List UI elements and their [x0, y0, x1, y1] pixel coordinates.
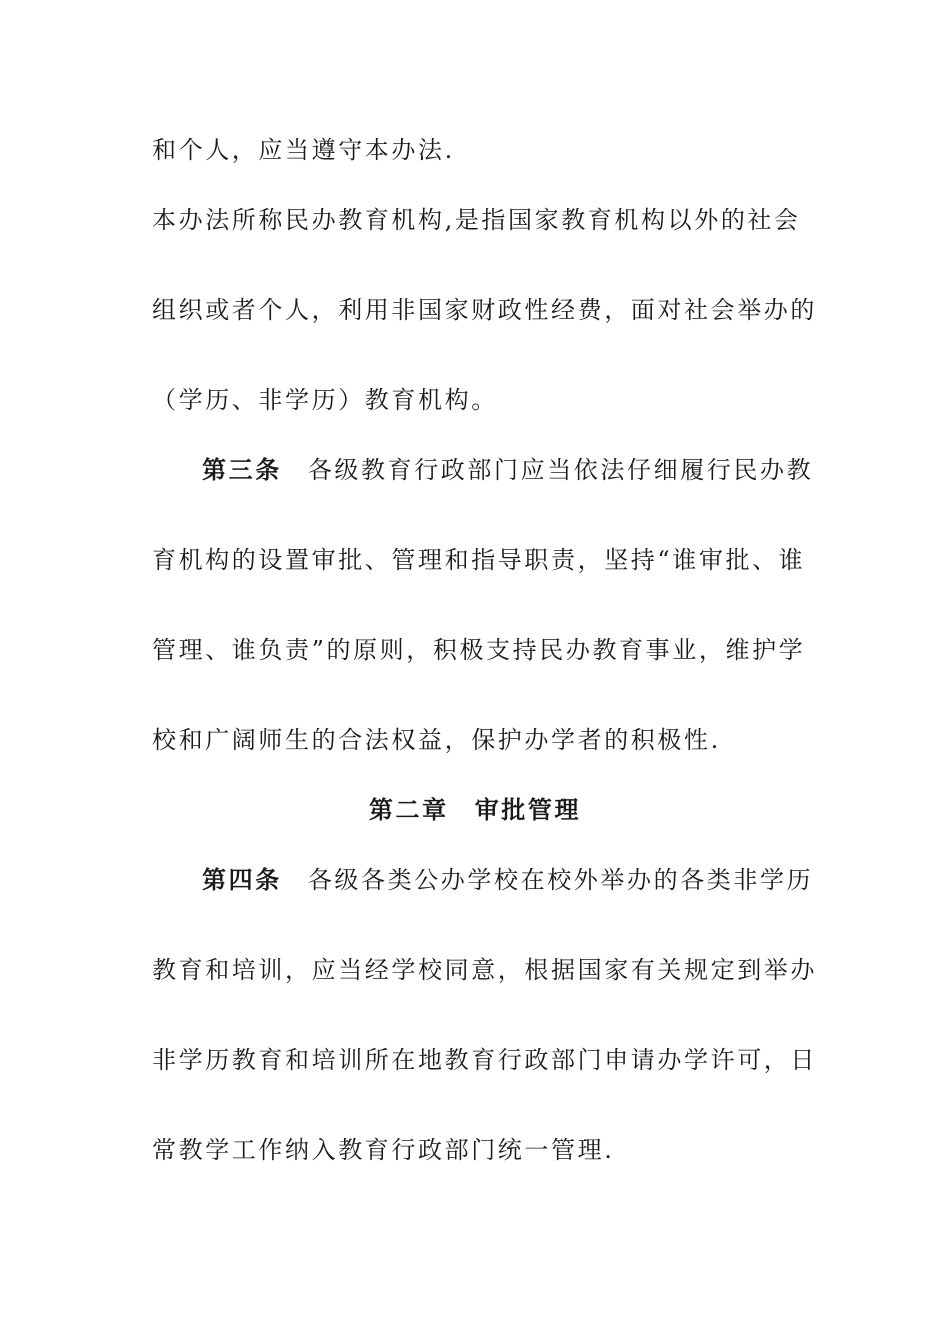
article-3-line-3: 管理、谁负责”的原则，积极支持民办教育事业，维护学: [152, 636, 806, 664]
article-3-text: 各级教育行政部门应当依法仔细履行民办教: [307, 456, 814, 484]
text-line-4: （学历、非学历）教育机构。: [152, 386, 498, 414]
chapter-number: 第二章: [368, 795, 449, 824]
article-4-line-3: 非学历教育和培训所在地教育行政部门申请办学许可，日: [152, 1046, 817, 1074]
chapter-heading: [0, 795, 950, 825]
article-3-label: 第三条: [202, 455, 282, 484]
article-3-line-4: 校和广阔师生的合法权益，保护办学者的积极性.: [152, 726, 721, 754]
article-4-line-4: 常教学工作纳入教育行政部门统一管理.: [152, 1136, 615, 1164]
text-line-3: 组织或者个人，利用非国家财政性经费，面对社会举办的: [152, 296, 817, 324]
article-3-first-line: [202, 455, 814, 485]
article-3-line-2: 育机构的设置审批、管理和指导职责，坚持“谁审批、谁: [152, 546, 806, 574]
chapter-title: 审批管理: [474, 795, 582, 824]
article-4-label: 第四条: [202, 865, 282, 894]
article-4-line-2: 教育和培训，应当经学校同意，根据国家有关规定到举办: [152, 956, 817, 984]
article-4-first-line: [202, 865, 814, 895]
article-4-text: 各级各类公办学校在校外举办的各类非学历: [307, 866, 814, 894]
text-line-1: 和个人，应当遵守本办法.: [152, 136, 455, 164]
text-line-2: 本办法所称民办教育机构,是指国家教育机构以外的社会: [152, 206, 801, 234]
